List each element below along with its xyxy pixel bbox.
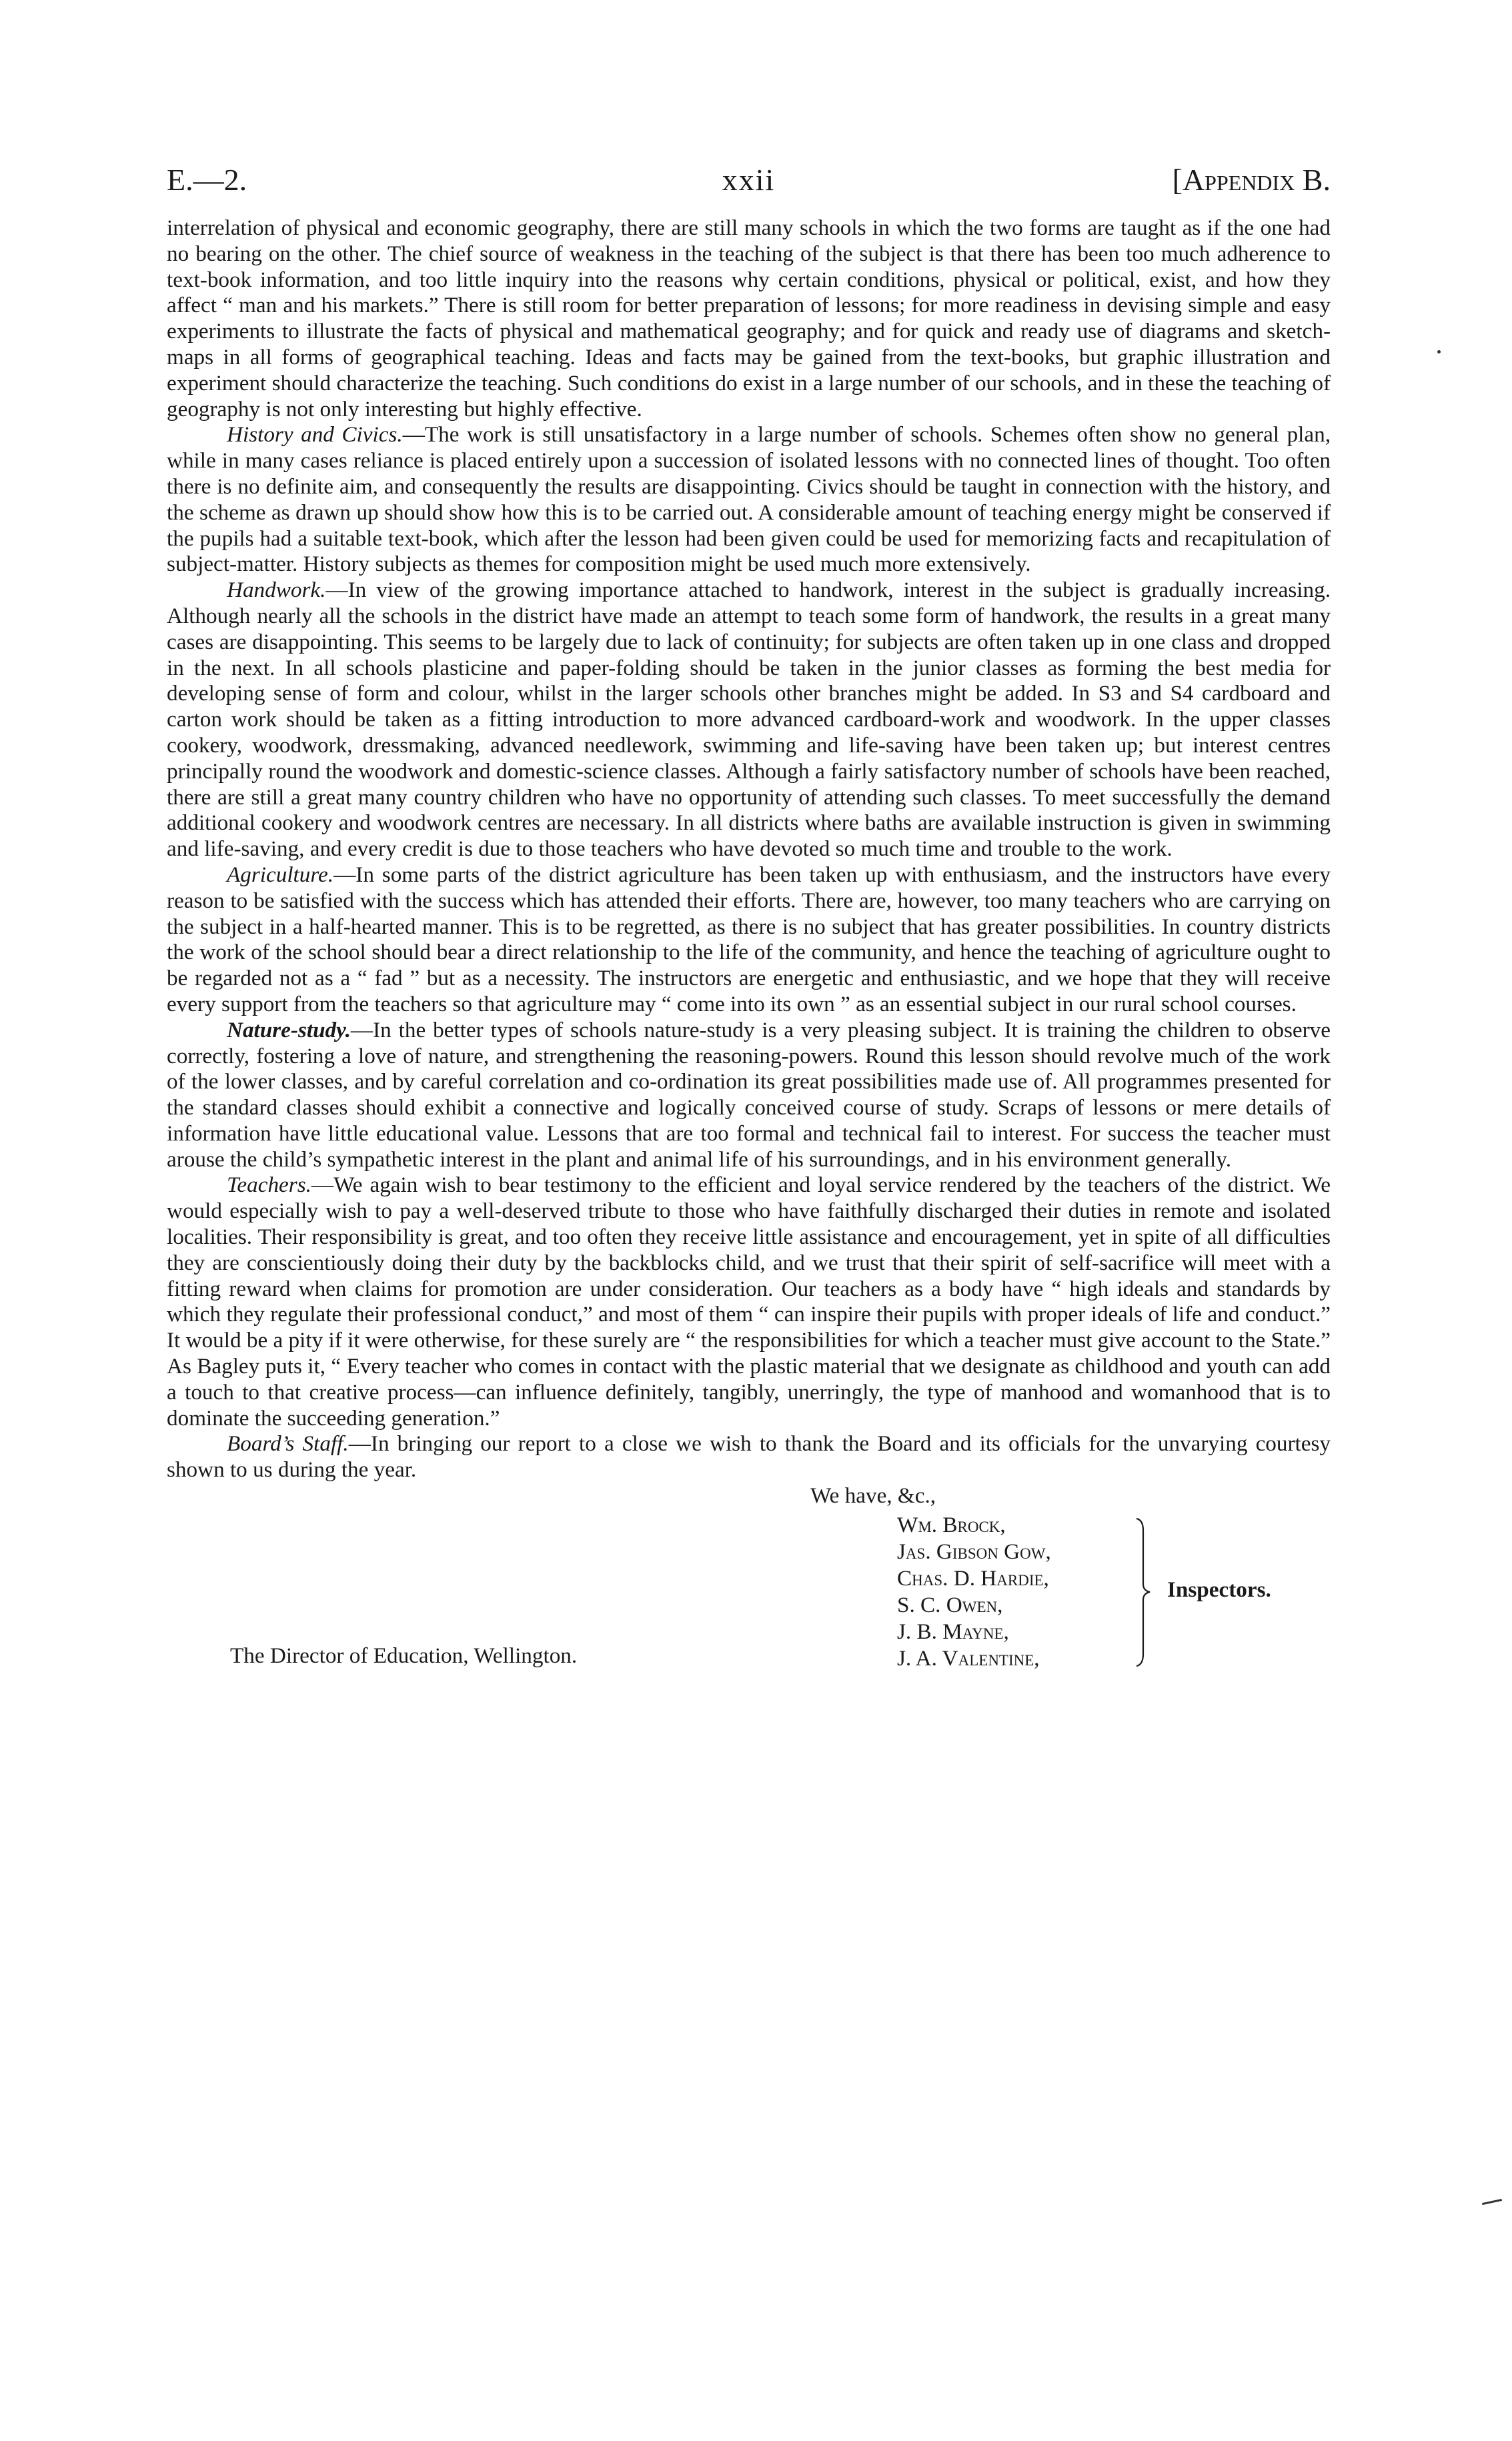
paragraph-title: History and Civics.	[227, 422, 403, 448]
paragraph-text: —The work is still unsatisfactory in a large number of schools. Schemes often show no general plan, while in many cases reliance is placed entirely upon a succession of isolated lessons with no connected lines of thought. Too often there is no definite aim, and consequently the results are disappointing. Civics should be taught in connection with the history, and the scheme as drawn up should show how this is to be carried out. A considerable amount of teaching energy might be conserved if the pupils had a suitable text-book, which after the lesson had been given could be used for memorizing facts and recapitulation of subject-matter. History subjects as themes for composition might be used much more extensively.	[167, 422, 1331, 577]
paragraph-title: Agriculture.	[227, 862, 334, 887]
signatory-list	[897, 1512, 1051, 1672]
signatory-name: Jas. Gibson Gow,	[897, 1539, 1051, 1564]
paragraph-handwork	[167, 578, 1331, 862]
paragraph-text: —In bringing our report to a close we wish to thank the Board and its officials for the unvarying courtesy shown to us during the year.	[167, 1431, 1331, 1483]
signature-block	[167, 1512, 1331, 1675]
paragraph-history-civics	[167, 422, 1331, 578]
report-body	[167, 215, 1331, 1483]
signatory-role: Inspectors.	[1167, 1577, 1271, 1602]
paragraph-text: —We again wish to bear testimony to the efficient and loyal service rendered by the teachers of the district. We would especially wish to pay a well-deserved tribute to those who have faithfully discharged their duties in remote and isolated localities. Their responsibility is great, and too often they receive little assistance and encouragement, yet in spite of all difficulties they are conscientiously doing their duty by the backblocks child, and we trust that their spirit of self-sacrifice will meet with a fitting reward when claims for promotion are under consideration. Our teachers as a body have “ high ideals and standards by which they regulate their professional conduct,” and most of them “ can inspire their pupils with proper ideals of life and conduct.” It would be a pity if it were otherwise, for these surely are “ the responsibilities for which a teacher must give account to the State.” As Bagley puts it, “ Every teacher who comes in contact with the plastic material that we designate as childhood and youth can add a touch to that creative process—can influence definitely, tangibly, unerringly, the type of manhood and womanhood that is to dominate the succeeding generation.”	[167, 1172, 1331, 1431]
margin-dot	[1437, 350, 1441, 353]
paragraph-geography	[167, 215, 1331, 422]
page-header	[167, 157, 1331, 203]
paragraph-title: Teachers.	[227, 1172, 311, 1198]
margin-dash	[1482, 2199, 1502, 2205]
document-page	[167, 157, 1331, 2358]
salutation: We have, &c.,	[810, 1483, 936, 1509]
paragraph-text: —In some parts of the district agriculture has been taken up with enthusiasm, and the instructors have every reason to be satisfied with the success which has attended their efforts. There are, however, too many teachers who are carrying on the subject in a half-hearted manner. This is to be regretted, as there is no subject that has greater possibilities. In country districts the work of the school should bear a direct relationship to the life of the community, and hence the teaching of agriculture ought to be regarded not as a “ fad ” but as a necessity. The instructors are energetic and enthusiastic, and we hope that they will receive every support from the teachers so that agriculture may “ come into its own ” as an essential subject in our rural school courses.	[167, 862, 1331, 1016]
paragraph-title: Board’s Staff.	[227, 1431, 349, 1457]
header-appendix: [Appendix B.	[1172, 163, 1331, 197]
page-number: xxii	[722, 163, 776, 197]
paragraph-boards-staff	[167, 1431, 1331, 1483]
paragraph-nature-study	[167, 1018, 1331, 1173]
signatory-name: Wm. Brock,	[897, 1512, 1006, 1537]
paragraph-teachers	[167, 1172, 1331, 1431]
paragraph-title: Handwork.	[227, 578, 326, 603]
addressee: The Director of Education, Wellington.	[230, 1643, 578, 1668]
header-report-code: E.—2.	[167, 163, 247, 197]
paragraph-text: —In the better types of schools nature-study is a very pleasing subject. It is training the children to observe correctly, fostering a love of nature, and strengthening the reasoning-powers. Round this lesson should revolve much of the work of the lower classes, and by careful correlation and co-ordination its great possibilities made use of. All programmes presented for the standard classes should exhibit a connective and logically conceived course of study. Scraps of lessons or mere details of information have little educational value. Lessons that are too formal and technical fail to interest. For success the teacher must arouse the child’s sympathetic interest in the plant and animal life of his surroundings, and in his environment generally.	[167, 1017, 1331, 1172]
grouping-brace	[1135, 1517, 1151, 1667]
paragraph-text: interrelation of physical and economic geography, there are still many schools in which the two forms are taught as if the one had no bearing on the other. The chief source of weakness in the teaching of the subject is that there has been too much adherence to text-book information, and too little inquiry into the reasons why certain conditions, physical or political, exist, and how they affect “ man and his markets.” There is still room for better preparation of lessons; for more readiness in devising simple and easy experiments to illustrate the facts of physical and mathematical geography; and for quick and ready use of diagrams and sketch-maps in all forms of geographical teaching. Ideas and facts may be gained from the text-books, but graphic illustration and experiment should characterize the teaching. Such conditions do exist in a large number of our schools, and in these the teaching of geography is not only interesting but highly effective.	[167, 215, 1331, 422]
paragraph-title: Nature-study.	[227, 1017, 351, 1042]
paragraph-text: —In view of the growing importance attached to handwork, interest in the subject is gradually increasing. Although nearly all the schools in the district have made an attempt to teach some form of handwork, the results in a great many cases are disappointing. This seems to be largely due to lack of continuity; for subjects are often taken up in one class and dropped in the next. In all schools plasticine and paper-folding should be taken in the junior classes as forming the best media for developing sense of form and colour, whilst in the larger schools other branches might be added. In S3 and S4 cardboard and carton work should be taken as a fitting introduction to more advanced cardboard-work and woodwork. In the upper classes cookery, woodwork, dressmaking, advanced needlework, swimming and life-saving have been taken up; but interest centres principally round the woodwork and domestic-science classes. Although a fairly satisfactory number of schools have been reached, there are still a great many country children who have no opportunity of attending such classes. To meet successfully the demand additional cookery and woodwork centres are necessary. In all districts where baths are available instruction is given in swimming and life-saving, and every credit is due to those teachers who have devoted so much time and trouble to the work.	[167, 578, 1331, 862]
paragraph-agriculture	[167, 862, 1331, 1018]
closing-block	[167, 1483, 1331, 1675]
signatory-name: J. A. Valentine,	[897, 1645, 1040, 1671]
signatory-name: J. B. Mayne,	[897, 1619, 1009, 1644]
signatory-name: Chas. D. Hardie,	[897, 1565, 1049, 1591]
signatory-name: S. C. Owen,	[897, 1592, 1003, 1617]
